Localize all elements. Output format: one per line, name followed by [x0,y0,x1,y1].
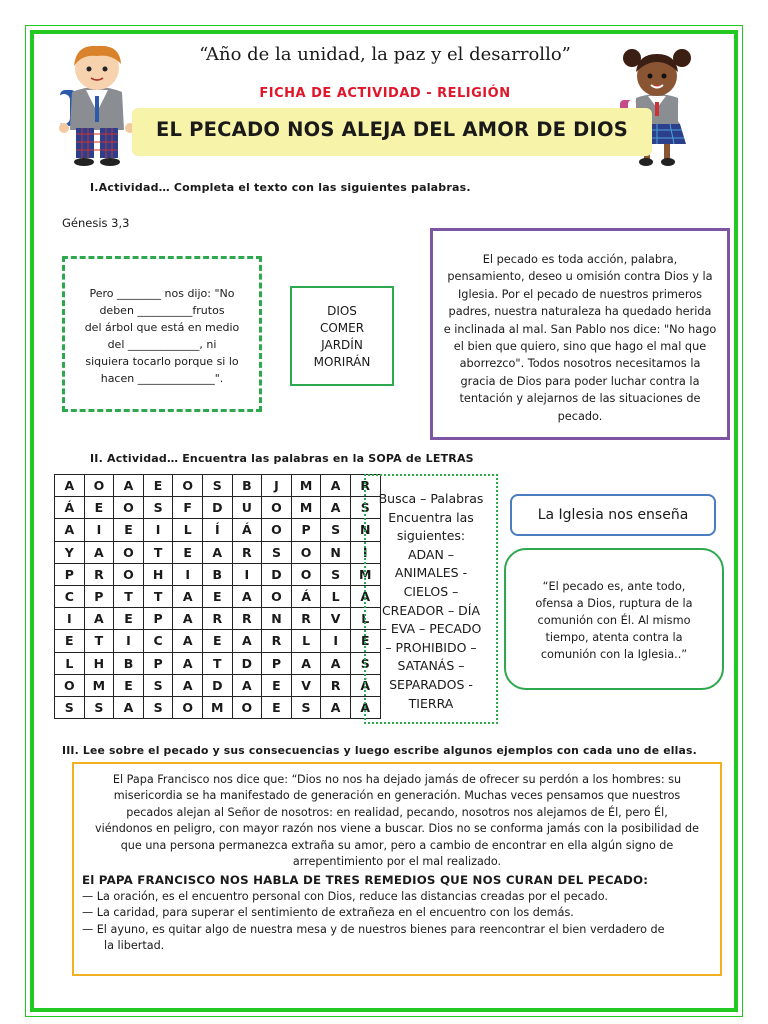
grid-cell: R [84,563,114,585]
remedy-continuation: la libertad. [104,939,165,953]
grid-cell: A [232,674,262,696]
church-quote-box [504,548,724,690]
find-line: siguientes: [396,528,466,544]
paragraph-line: El Papa Francisco nos dice que: “Dios no nos ha dejado jamás de ofrecer su perdón a los hombres: su [112,773,682,786]
grid-cell: L [55,652,85,674]
grid-cell: I [55,608,85,630]
section-3-heading: III. Lee sobre el pecado y sus consecuencias y luego escribe algunos ejemplos con cada uno de ellas. [62,744,697,757]
grid-cell: S [143,674,173,696]
remedies-heading: El PAPA FRANCISCO NOS HABLA DE TRES REMEDIOS QUE NOS CURAN DEL PECADO: [82,873,649,888]
grid-row [55,497,381,519]
definition-line: tentación y alejarnos de las situaciones de [459,392,701,406]
paragraph-line: viéndonos en peligro, con mayor razón nos viene a buscar. Dios no se conforma jamás con la posibilidad de [95,822,699,836]
grid-cell: T [114,585,144,607]
find-line: TIERRA [408,695,454,711]
grid-cell: A [84,541,114,563]
grid-cell: A [114,696,144,718]
grid-cell: A [291,652,321,674]
grid-cell: A [321,652,351,674]
grid-cell: O [55,674,85,696]
quote-line: comunión con Él. Al mismo [537,614,691,627]
cloze-line: hacen ______________". [100,372,224,385]
grid-cell: R [202,608,232,630]
paragraph-line: que una persona permanezca extraña su amor, pero a cambio de encontrar en ella algún signo de [120,838,674,852]
grid-cell: E [262,696,292,718]
grid-cell: E [143,475,173,497]
cloze-line: deben __________frutos [99,304,225,317]
cloze-text-box [62,256,262,412]
grid-cell: O [262,519,292,541]
definition-line: el bien que quiero, sino que hago el mal que [453,340,707,354]
find-line: ANIMALES - [394,565,468,581]
definition-line: El pecado es toda acción, palabra, [482,253,678,266]
grid-cell: D [232,652,262,674]
grid-cell: O [114,563,144,585]
word-bank-item: JARDÍN [321,338,363,352]
grid-row [55,475,381,497]
grid-cell: O [114,541,144,563]
grid-cell: R [291,608,321,630]
quote-line: “El pecado es, ante todo, [542,580,686,593]
grid-cell: N [321,541,351,563]
grid-cell: P [291,519,321,541]
grid-cell: I [321,630,351,652]
grid-cell: O [262,497,292,519]
grid-cell: J [262,475,292,497]
grid-cell: L [321,585,351,607]
remedy-item: — El ayuno, es quitar algo de nuestra mesa y de nuestros bienes para reencontrar el bien verdadero de [82,922,665,936]
grid-cell: Á [350,674,380,696]
sin-definition-box [430,228,730,440]
cloze-line: Pero ________ nos dijo: "No [89,287,235,300]
word-search-grid [54,474,381,719]
grid-row [55,630,381,652]
grid-cell: M [84,674,114,696]
grid-cell: T [202,652,232,674]
grid-cell: D [262,563,292,585]
grid-cell: F [173,497,203,519]
definition-line: gracia de Dios para poder luchar contra la [460,374,700,388]
grid-cell: A [173,608,203,630]
year-motto: “Año de la unidad, la paz y el desarrollo” [199,44,571,65]
bible-reference: Génesis 3,3 [62,216,130,230]
find-line: CIELOS – [403,583,459,599]
grid-cell: E [350,630,380,652]
grid-cell: R [232,608,262,630]
find-words-box [364,474,498,724]
church-teaches-label: La Iglesia nos enseña [510,494,716,536]
grid-cell: S [291,696,321,718]
grid-cell: P [143,608,173,630]
word-bank-item: COMER [319,321,365,335]
grid-row [55,563,381,585]
grid-row [55,541,381,563]
grid-cell: Í [202,519,232,541]
grid-cell: A [114,475,144,497]
quote-line: ofensa a Dios, ruptura de la [535,597,693,610]
grid-row [55,519,381,541]
find-line: Busca – Palabras [378,491,484,506]
grid-cell: E [173,541,203,563]
grid-cell: T [143,541,173,563]
grid-cell: L [291,630,321,652]
definition-line: padres, nuestra naturaleza ha quedado herida [448,305,712,319]
grid-cell: E [84,497,114,519]
grid-cell: A [232,585,262,607]
grid-cell: A [173,630,203,652]
grid-cell: P [55,563,85,585]
grid-cell: C [143,630,173,652]
section-2-heading: II. Actividad… Encuentra las palabras en la SOPA de LETRAS [90,452,474,465]
grid-cell: O [262,585,292,607]
grid-cell: E [114,519,144,541]
grid-cell: B [202,563,232,585]
grid-cell: I [173,563,203,585]
grid-cell: P [262,652,292,674]
grid-cell: S [55,696,85,718]
grid-cell: N [350,519,380,541]
definition-line: aborrezco". Todos nosotros necesitamos la [459,357,701,371]
grid-row [55,696,381,718]
find-line: – PROHIBIDO – [385,639,477,655]
grid-cell: Y [55,541,85,563]
grid-cell: A [173,652,203,674]
definition-line: pensamiento, deseo u omisión contra Dios y la [447,270,713,284]
definition-line: pecado. [557,409,603,423]
grid-cell: A [55,475,85,497]
grid-cell: I [143,519,173,541]
grid-cell: O [173,696,203,718]
grid-cell: A [55,519,85,541]
grid-cell: I [114,630,144,652]
grid-row [55,585,381,607]
grid-cell: S [350,652,380,674]
grid-cell: P [143,652,173,674]
paragraph-line: arrepentimiento por el mal realizado. [292,855,502,869]
grid-cell: N [262,608,292,630]
grid-cell: D [202,674,232,696]
grid-cell: V [291,674,321,696]
definition-line: Iglesia. Por el pecado de nuestros primeros [457,287,703,301]
grid-cell: R [321,674,351,696]
cloze-line: siquiera tocarlo porque si lo [85,355,239,368]
grid-cell: E [262,674,292,696]
find-line: CREADOR – DÍA [381,602,481,618]
grid-cell: Á [55,497,85,519]
quote-line: comunión con la Iglesia..” [540,648,688,661]
grid-cell: I [84,519,114,541]
grid-cell: M [291,497,321,519]
grid-cell: U [232,497,262,519]
word-bank-box [290,286,394,386]
grid-cell: E [114,674,144,696]
grid-cell: B [114,652,144,674]
word-bank-item: MORIRÁN [313,355,371,369]
pope-francis-box [72,762,722,976]
remedy-item: — La oración, es el encuentro personal con Dios, reduce las distancias creadas por el pecado. [82,889,608,903]
grid-cell: H [143,563,173,585]
find-line: Encuentra las [388,509,474,525]
boy-student-illustration-icon [52,42,142,168]
grid-cell: T [143,585,173,607]
grid-cell: M [291,475,321,497]
grid-cell: R [262,630,292,652]
grid-cell: E [202,585,232,607]
grid-cell: A [232,630,262,652]
grid-row [55,674,381,696]
find-line: SEPARADOS - [389,676,473,692]
grid-cell: A [350,585,380,607]
grid-cell: S [143,497,173,519]
grid-cell: A [350,696,380,718]
grid-cell: A [173,585,203,607]
grid-cell: I [232,563,262,585]
grid-cell: B [232,475,262,497]
grid-cell: O [291,563,321,585]
grid-cell: O [84,475,114,497]
grid-cell: E [202,630,232,652]
grid-cell: S [350,497,380,519]
grid-cell: O [291,541,321,563]
grid-cell: Á [232,519,262,541]
grid-cell: M [350,563,380,585]
grid-cell: A [173,674,203,696]
grid-cell: S [143,696,173,718]
definition-line: e inclinada al mal. San Pablo nos dice: "No hago [443,322,717,336]
grid-cell: A [321,497,351,519]
grid-cell: R [350,475,380,497]
paragraph-line: pecados alejan al Señor de nosotros: en realidad, pecando, nosotros nos alejamos de Él, pero Él, [126,805,668,819]
find-line: ADAN – [407,546,455,562]
grid-cell: D [202,497,232,519]
grid-cell: P [84,585,114,607]
pope-paragraph [82,772,712,870]
grid-cell: Á [291,585,321,607]
grid-cell: M [202,696,232,718]
grid-cell: C [55,585,85,607]
paragraph-line: misericordia se ha manifestado de generación en generación. Muchas veces pensamos que nuestros [113,789,681,803]
word-bank-item: DIOS [327,304,357,318]
grid-row [55,652,381,674]
grid-cell: O [114,497,144,519]
grid-cell: V [321,608,351,630]
grid-cell: A [202,541,232,563]
page-title: EL PECADO NOS ALEJA DEL AMOR DE DIOS [156,118,628,141]
remedy-item: — La caridad, para superar el sentimiento de extrañeza en el encuentro con los demás. [82,906,574,920]
grid-cell: T [84,630,114,652]
quote-line: tiempo, atenta contra la [545,631,683,644]
grid-cell: O [232,696,262,718]
grid-cell: E [55,630,85,652]
grid-cell: R [232,541,262,563]
grid-row [55,608,381,630]
grid-cell: E [114,608,144,630]
grid-cell: S [84,696,114,718]
find-line: – EVA – PECADO [380,621,482,637]
grid-cell: S [202,475,232,497]
grid-cell: S [321,519,351,541]
section-1-heading: I.Actividad… Completa el texto con las siguientes palabras. [90,181,471,194]
grid-cell: A [321,696,351,718]
cloze-line: del _____________, ni [107,338,217,351]
grid-cell: A [84,608,114,630]
grid-cell: A [321,475,351,497]
grid-cell: O [173,475,203,497]
grid-cell: L [173,519,203,541]
cloze-line: del árbol que está en medio [84,321,240,334]
grid-cell: S [262,541,292,563]
find-line: SATANÁS – [397,658,465,674]
grid-cell: H [84,652,114,674]
grid-cell: I [350,541,380,563]
grid-cell: S [321,563,351,585]
grid-cell: L [350,608,380,630]
worksheet-subtitle: FICHA DE ACTIVIDAD - RELIGIÓN [259,86,511,101]
